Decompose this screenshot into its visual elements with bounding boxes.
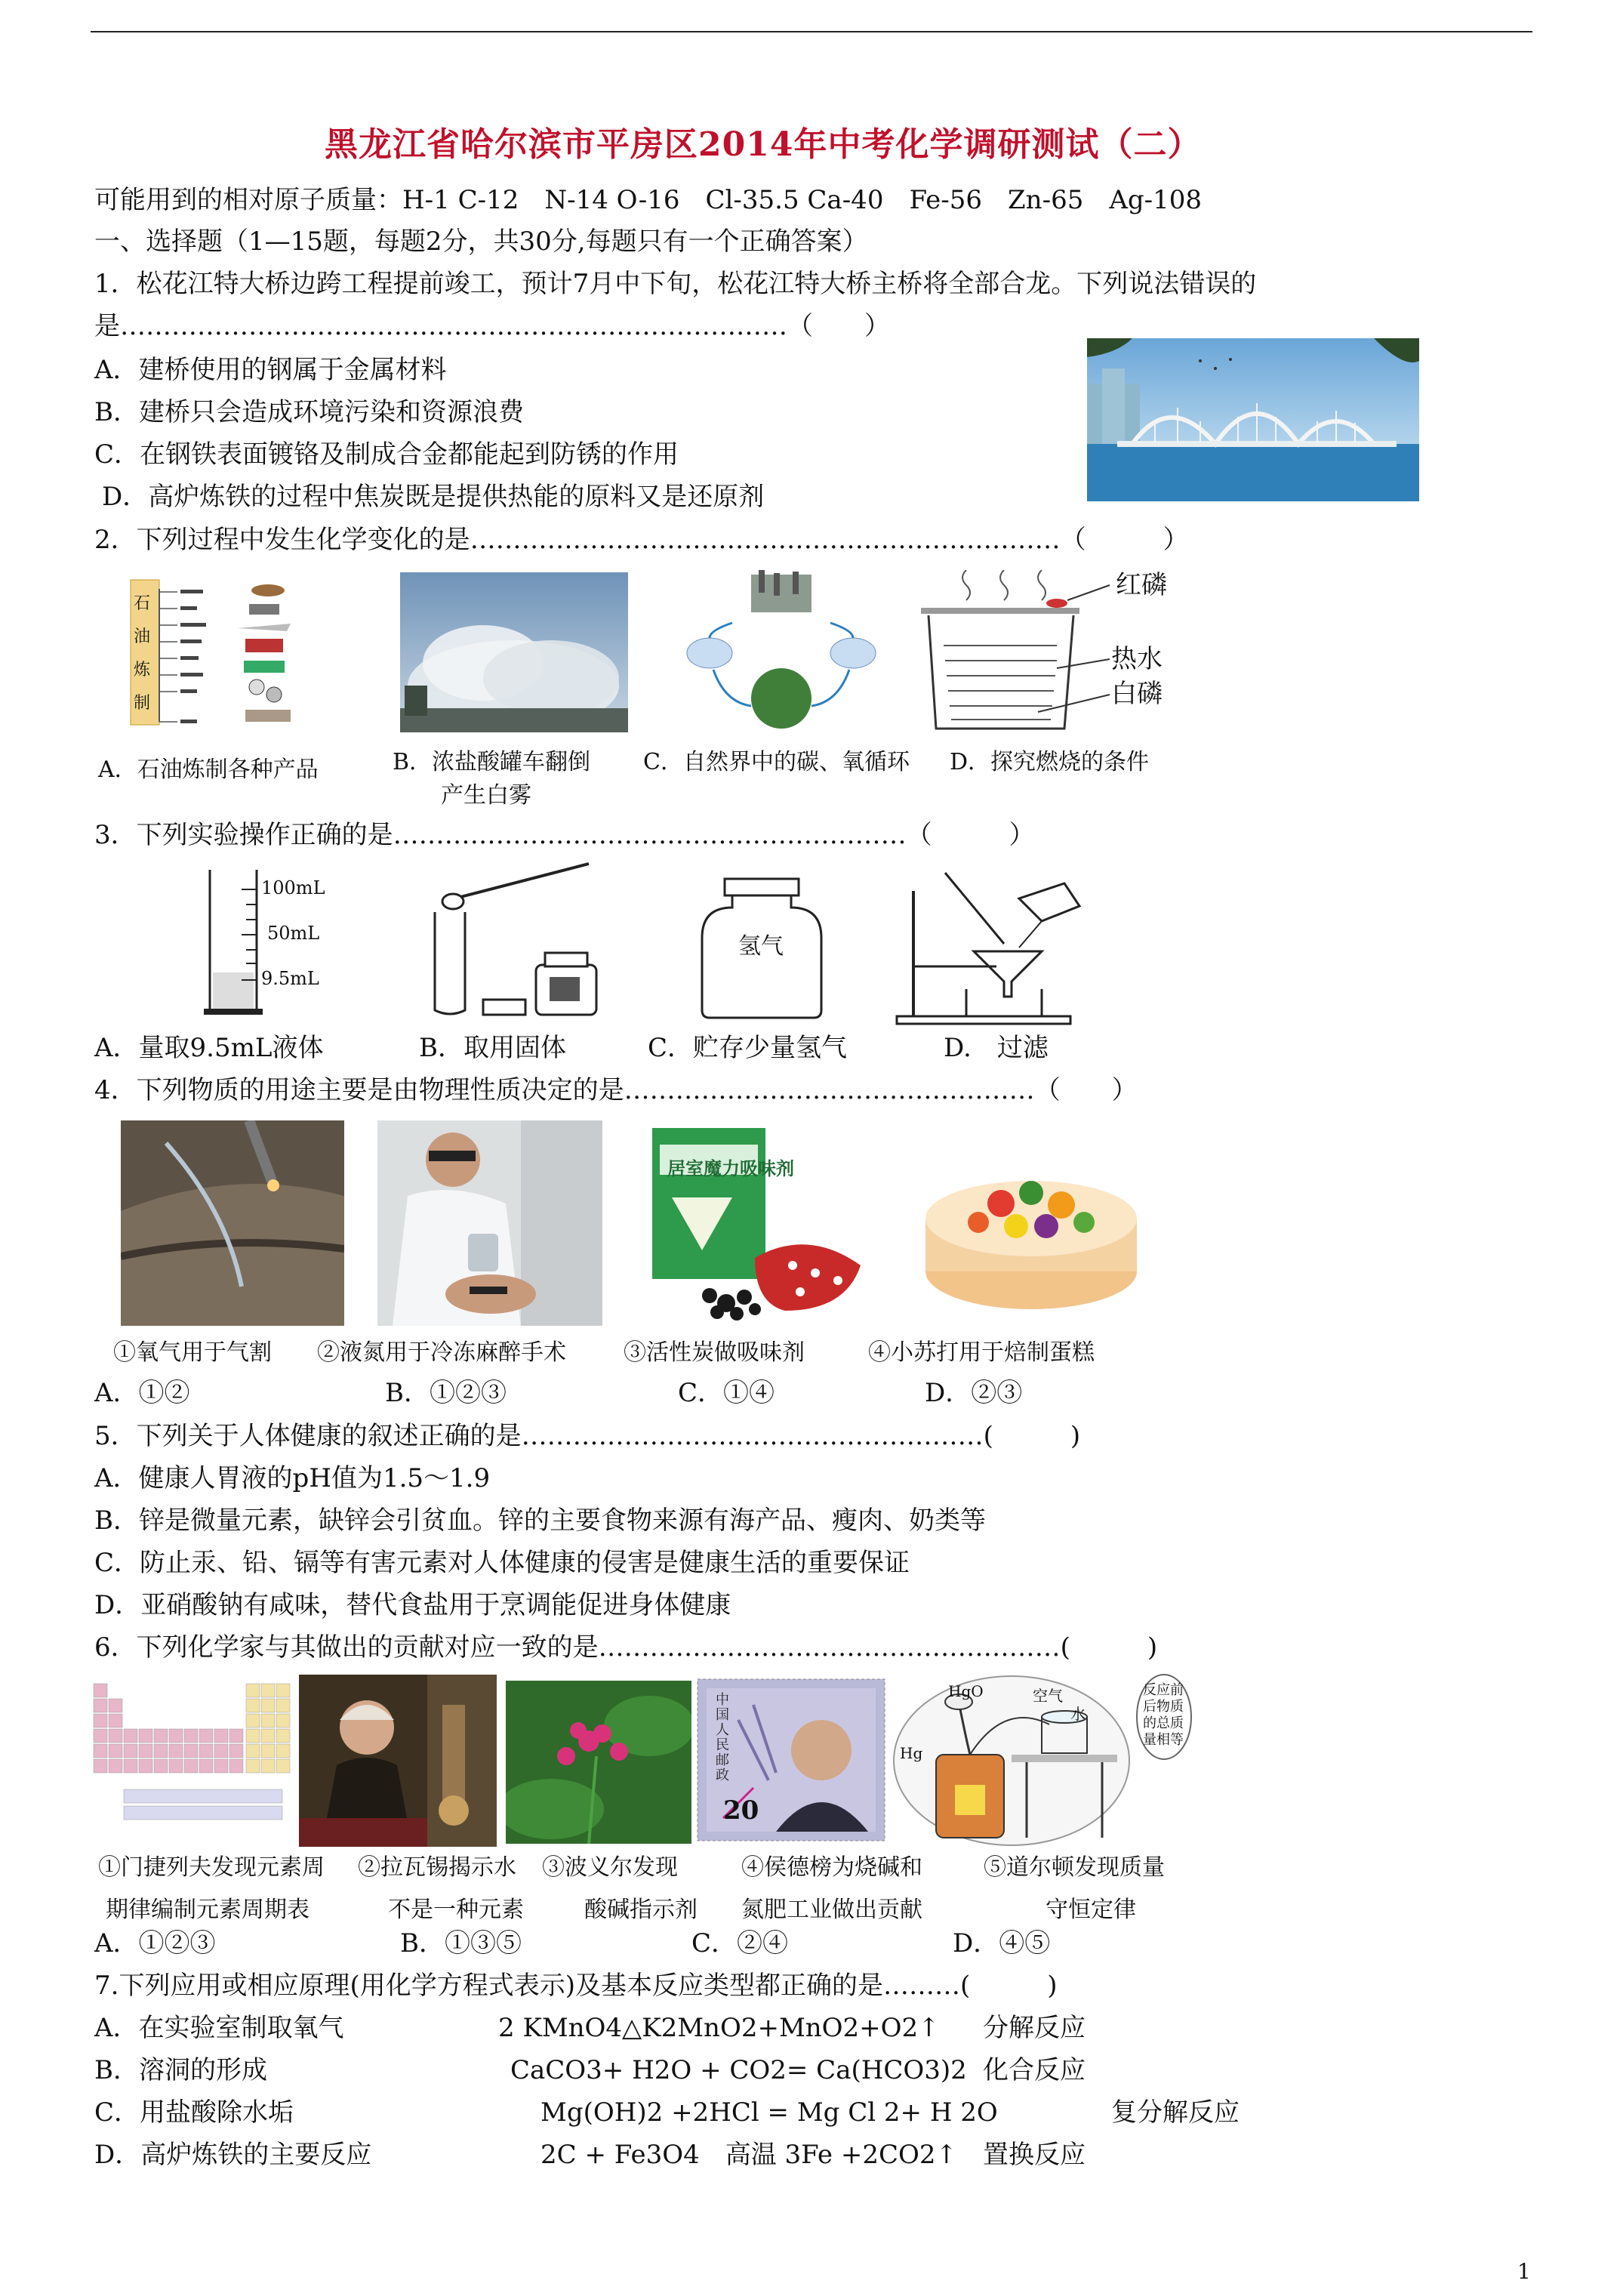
oil-refining-image xyxy=(125,574,306,731)
q6-caption-2a: ②拉瓦锡揭示水 xyxy=(358,1854,516,1881)
page-number: 1 xyxy=(1517,2259,1531,2284)
carbon-oxygen-cycle-image xyxy=(679,570,883,736)
q7-option-d-equation: 2C + Fe3O4 高温 3Fe +2CO2↑ xyxy=(540,2140,957,2170)
q5-option-d: D．亚硝酸钠有咸味，替代食盐用于烹调能促进身体健康 xyxy=(94,1590,731,1620)
filtration-image xyxy=(891,868,1087,1027)
deodorant-box-label: 居室魔力吸味剂 xyxy=(667,1157,794,1179)
cake-photo xyxy=(918,1120,1144,1326)
q6-stem: 6．下列化学家与其做出的贡献对应一致的是………………………………………………( ) xyxy=(94,1632,1158,1663)
q4-caption-1: ①氧气用于气割 xyxy=(113,1339,272,1366)
q1-option-d: D．高炉炼铁的过程中焦炭既是提供热能的原料又是还原剂 xyxy=(102,482,765,512)
q2-option-d: D．探究燃烧的条件 xyxy=(950,749,1150,775)
q7-option-c-equation: Mg(OH)2 +2HCl = Mg Cl 2+ H 2O xyxy=(540,2097,998,2128)
cylinder-50ml-label: 50mL xyxy=(267,923,320,944)
q7-option-c-type: 复分解反应 xyxy=(1111,2097,1240,2128)
q6-caption-3b: 酸碱指示剂 xyxy=(584,1897,698,1923)
q6-option-b: B．①③⑤ xyxy=(400,1928,522,1959)
q7-option-a-type: 分解反应 xyxy=(983,2013,1086,2043)
q7-option-a-application: A．在实验室制取氧气 xyxy=(94,2013,344,2043)
page-title: 黑龙江省哈尔滨市平房区2014年中考化学调研测试（二） xyxy=(325,125,1202,164)
q4-caption-3: ③活性炭做吸味剂 xyxy=(624,1339,805,1366)
q6-option-d: D．④⑤ xyxy=(953,1928,1051,1959)
q1-stem-cont: 是……………………………………………………………………（ ） xyxy=(94,311,890,341)
white-phosphorus-label: 白磷 xyxy=(1111,679,1163,709)
red-phosphorus-label: 红磷 xyxy=(1116,570,1167,600)
q3-option-d: D. 过滤 xyxy=(944,1033,1049,1063)
hgo-label: HgO xyxy=(948,1682,984,1700)
taking-solid-image xyxy=(423,859,611,1019)
q6-caption-1a: ①门捷列夫发现元素周 xyxy=(98,1854,325,1881)
q4-caption-4: ④小苏打用于焙制蛋糕 xyxy=(868,1339,1095,1366)
stamp-country-label: 中国人民邮政 xyxy=(716,1692,729,1783)
oil-char-3: 炼 xyxy=(134,661,151,680)
q1-option-b: B．建桥只会造成环境污染和资源浪费 xyxy=(94,397,524,427)
cylinder-100ml-label: 100mL xyxy=(261,877,325,898)
q3-option-c: C．贮存少量氢气 xyxy=(648,1033,848,1063)
q7-option-d-type: 置换反应 xyxy=(983,2140,1086,2170)
bridge-photo xyxy=(1087,338,1419,501)
q6-option-c: C．②④ xyxy=(691,1928,789,1959)
q7-option-c-application: C．用盐酸除水垢 xyxy=(94,2097,294,2128)
q7-stem: 7.下列应用或相应原理(用化学方程式表示)及基本反应类型都正确的是………( ) xyxy=(94,1971,1058,2001)
q1-option-c: C．在钢铁表面镀铬及制成合金都能起到防锈的作用 xyxy=(94,439,679,470)
q3-option-a: A．量取9.5mL液体 xyxy=(94,1033,324,1063)
section-heading: 一、选择题（1—15题，每题2分，共30分,每题只有一个正确答案） xyxy=(94,227,868,257)
q5-option-b: B．锌是微量元素，缺锌会引贫血。锌的主要食物来源有海产品、瘦肉、奶类等 xyxy=(94,1505,986,1536)
q6-caption-2b: 不是一种元素 xyxy=(388,1897,524,1923)
liquid-nitrogen-photo xyxy=(377,1120,602,1326)
oil-char-4: 制 xyxy=(134,694,151,713)
oxygen-cutting-photo xyxy=(121,1120,344,1326)
q6-caption-1b: 期律编制元素周期表 xyxy=(106,1897,310,1923)
q5-option-c: C．防止汞、铅、镉等有害元素对人体健康的侵害是健康生活的重要保证 xyxy=(94,1548,910,1578)
gas-jar-image xyxy=(694,877,829,1021)
q4-stem: 4．下列物质的用途主要是由物理性质决定的是…………………………………………（ ） xyxy=(94,1075,1138,1105)
q7-option-b-application: B．溶洞的形成 xyxy=(94,2055,267,2085)
combustion-experiment-image xyxy=(906,570,1193,736)
q5-stem: 5．下列关于人体健康的叙述正确的是………………………………………………( ) xyxy=(94,1421,1081,1451)
q7-option-b-equation: CaCO3+ H2O + CO2= Ca(HCO3)2 xyxy=(510,2055,967,2085)
mass-conservation-bubble: 反应前后物质的总质量相等 xyxy=(1143,1682,1184,1748)
hot-water-label: 热水 xyxy=(1111,644,1163,674)
header-rule xyxy=(91,31,1532,32)
q7-option-b-type: 化合反应 xyxy=(983,2055,1086,2085)
q6-caption-4b: 氮肥工业做出贡献 xyxy=(741,1897,922,1923)
activated-carbon-photo xyxy=(642,1122,868,1326)
hg-label: Hg xyxy=(900,1744,923,1762)
flower-photo xyxy=(506,1681,691,1844)
q4-option-c: C．①④ xyxy=(678,1378,775,1408)
atomic-masses: 可能用到的相对原子质量：H-1 C-12 N-14 O-16 Cl-35.5 Ca-40 Fe-56 Zn-65 Ag-108 xyxy=(94,185,1203,215)
stamp-image xyxy=(693,1675,889,1845)
graduated-cylinder-image xyxy=(189,867,347,1018)
q6-caption-5a: ⑤道尔顿发现质量 xyxy=(984,1854,1165,1881)
q2-stem: 2．下列过程中发生化学变化的是……………………………………………………………（ ） xyxy=(94,525,1189,555)
q6-option-a: A．①②③ xyxy=(94,1928,216,1959)
q4-option-b: B．①②③ xyxy=(385,1378,507,1408)
q7-option-d-application: D．高炉炼铁的主要反应 xyxy=(94,2140,372,2170)
mass-conservation-image xyxy=(891,1672,1193,1848)
q2-option-c: C．自然界中的碳、氧循环 xyxy=(643,749,910,775)
q2-option-a: A．石油炼制各种产品 xyxy=(98,757,319,783)
q2-option-b-cont: 产生白雾 xyxy=(441,782,531,809)
q4-caption-2: ②液氮用于冷冻麻醉手术 xyxy=(317,1339,566,1366)
oil-char-2: 油 xyxy=(134,627,151,646)
q6-caption-5b: 守恒定律 xyxy=(1046,1897,1136,1923)
q1-option-a: A．建桥使用的钢属于金属材料 xyxy=(94,355,447,385)
q3-stem: 3．下列实验操作正确的是……………………………………………………（ ） xyxy=(94,820,1035,850)
cylinder-9.5ml-label: 9.5mL xyxy=(261,968,319,989)
air-label: 空气 xyxy=(1033,1687,1063,1705)
water-label: 水 xyxy=(1070,1705,1086,1723)
q4-option-d: D．②③ xyxy=(925,1378,1023,1408)
q4-option-a: A．①② xyxy=(94,1378,190,1408)
hydrogen-bottle-label: 氢气 xyxy=(738,933,784,960)
oil-char-1: 石 xyxy=(134,594,151,613)
q1-stem: 1．松花江特大桥边跨工程提前竣工，预计7月中下旬，松花江特大桥主桥将全部合龙。下列说法错误的 xyxy=(94,269,1257,299)
lavoisier-portrait xyxy=(299,1675,497,1847)
q3-option-b: B．取用固体 xyxy=(419,1033,566,1063)
q7-option-a-equation: 2 KMnO4△K2MnO2+MnO2+O2↑ xyxy=(498,2013,940,2043)
periodic-table-image xyxy=(91,1676,294,1845)
stamp-value: 20 xyxy=(723,1795,759,1826)
q5-option-a: A．健康人胃液的pH值为1.5～1.9 xyxy=(94,1463,491,1493)
q6-caption-4a: ④侯德榜为烧碱和 xyxy=(741,1854,922,1881)
q2-option-b: B．浓盐酸罐车翻倒 xyxy=(393,749,591,775)
q6-caption-3a: ③波义尔发现 xyxy=(542,1854,678,1881)
acid-fog-photo xyxy=(400,572,628,732)
